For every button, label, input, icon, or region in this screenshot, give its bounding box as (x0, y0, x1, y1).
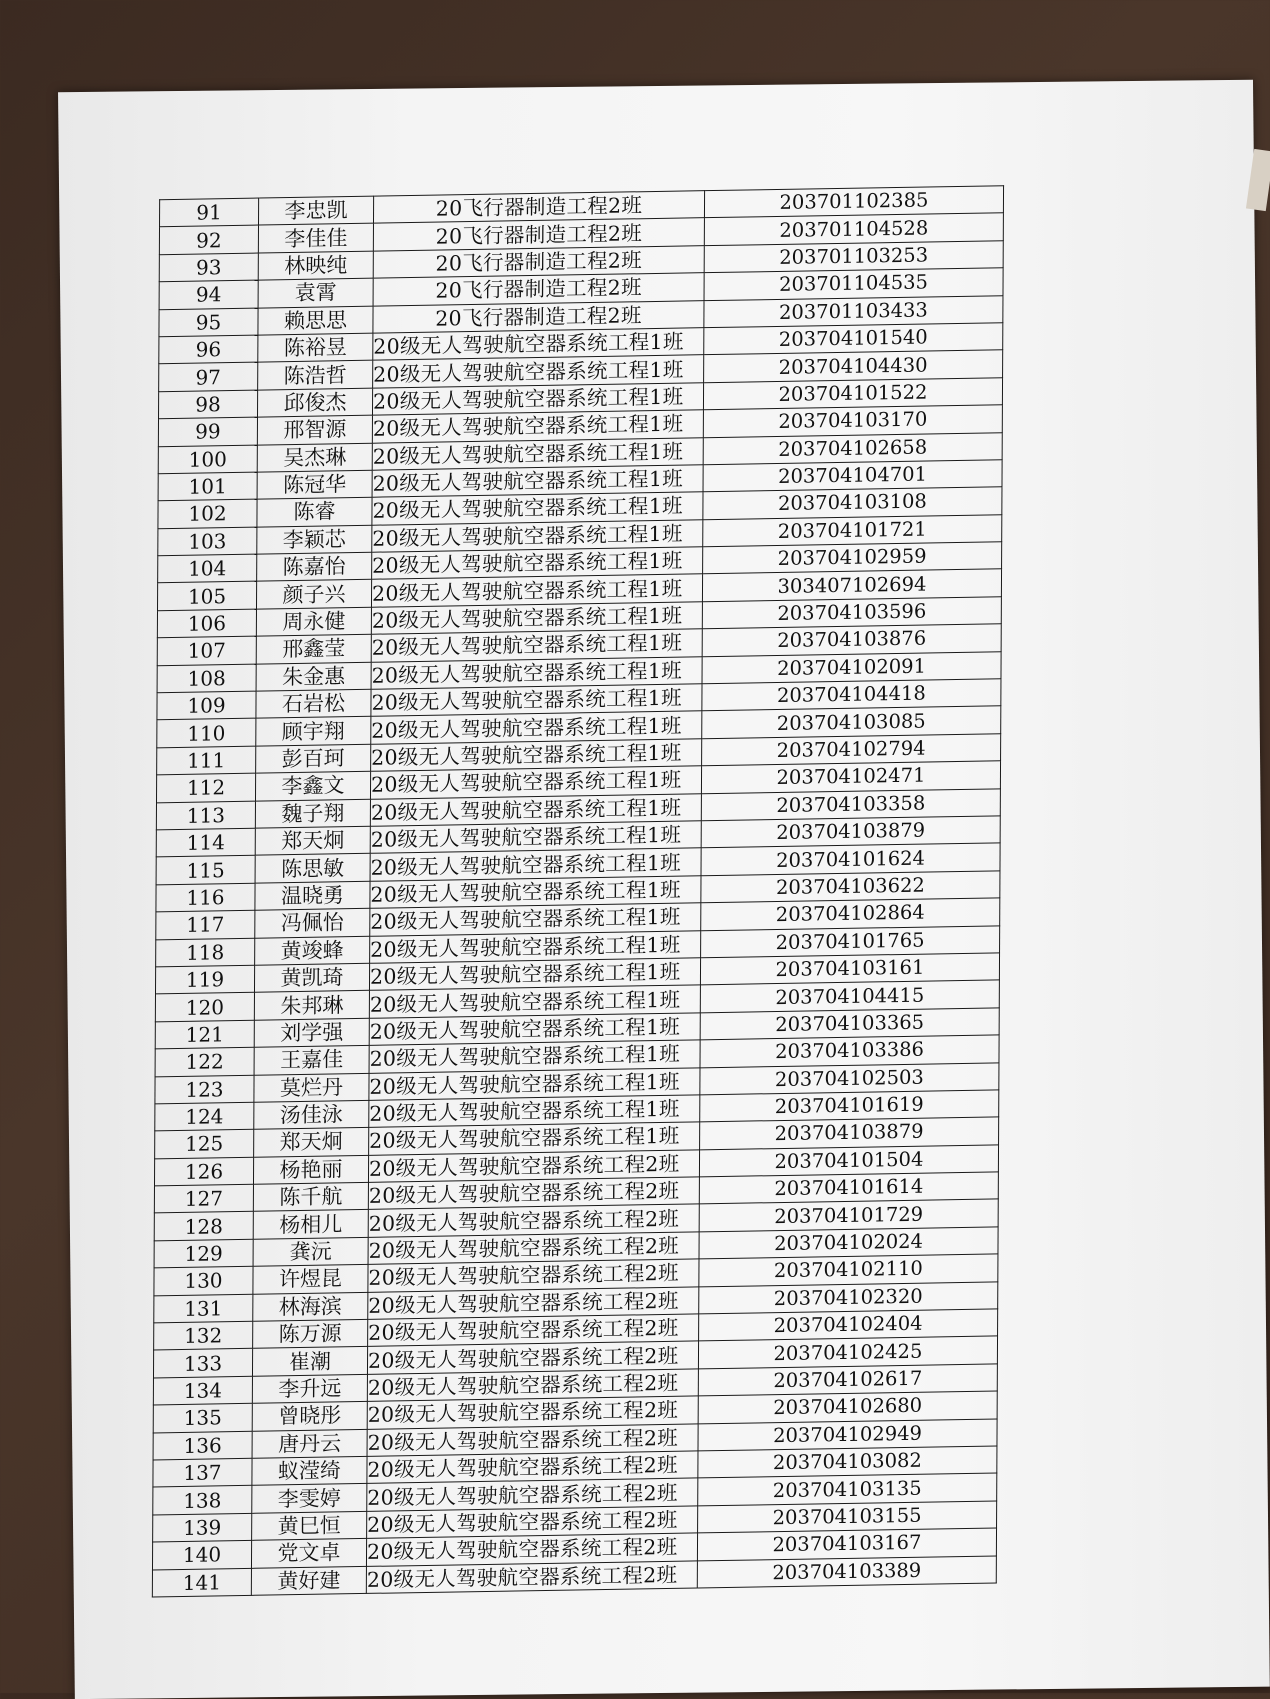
student-name: 蚁滢绮 (252, 1456, 367, 1485)
row-number: 100 (158, 445, 257, 474)
row-number: 134 (153, 1376, 252, 1405)
roster-table (152, 185, 1004, 1597)
row-number: 124 (155, 1102, 254, 1131)
row-number: 119 (155, 965, 254, 994)
class-name: 20级无人驾驶航空器系统工程1班 (370, 930, 701, 963)
student-name: 黄巳恒 (252, 1511, 367, 1540)
student-id: 203704103170 (703, 405, 1002, 437)
student-id: 203704104701 (703, 460, 1002, 492)
class-name: 20级无人驾驶航空器系统工程1班 (370, 903, 701, 936)
row-number: 133 (153, 1349, 252, 1378)
class-name: 20级无人驾驶航空器系统工程1班 (372, 437, 703, 470)
class-name: 20级无人驾驶航空器系统工程1班 (372, 519, 703, 552)
student-id: 203704103879 (700, 1117, 999, 1149)
row-number: 107 (157, 636, 256, 665)
class-name: 20级无人驾驶航空器系统工程2班 (368, 1150, 699, 1183)
student-name: 李佳佳 (258, 224, 373, 253)
row-number: 99 (158, 417, 257, 446)
student-name: 邢智源 (257, 415, 372, 444)
class-name: 20级无人驾驶航空器系统工程1班 (369, 1067, 700, 1100)
row-number: 136 (153, 1431, 252, 1460)
class-name: 20飞行器制造工程2班 (373, 191, 704, 224)
student-name: 黄凯琦 (254, 963, 369, 992)
row-number: 92 (159, 225, 258, 254)
student-name: 崔潮 (252, 1347, 367, 1376)
class-name: 20级无人驾驶航空器系统工程1班 (372, 492, 703, 525)
row-number: 98 (159, 390, 258, 419)
class-name: 20级无人驾驶航空器系统工程1班 (371, 684, 702, 717)
row-number: 105 (158, 582, 257, 611)
student-id: 203704102471 (701, 761, 1000, 793)
student-id: 203704101522 (703, 377, 1002, 409)
student-name: 周永健 (256, 607, 371, 636)
row-number: 138 (153, 1486, 252, 1515)
student-id: 203701103433 (704, 295, 1003, 327)
student-id: 203704102091 (702, 651, 1001, 683)
class-name: 20级无人驾驶航空器系统工程1班 (369, 1122, 700, 1155)
row-number: 96 (159, 335, 258, 364)
row-number: 103 (158, 527, 257, 556)
student-name: 唐丹云 (252, 1429, 367, 1458)
student-name: 颜子兴 (256, 580, 371, 609)
row-number: 93 (159, 253, 258, 282)
roster-table-wrap (152, 185, 1004, 1597)
student-name: 王嘉佳 (254, 1045, 369, 1074)
class-name: 20级无人驾驶航空器系统工程1班 (371, 711, 702, 744)
row-number: 132 (154, 1321, 253, 1350)
student-id: 203704101619 (700, 1090, 999, 1122)
student-id: 203704103135 (698, 1473, 997, 1505)
row-number: 115 (156, 856, 255, 885)
class-name: 20级无人驾驶航空器系统工程2班 (368, 1259, 699, 1292)
row-number: 118 (156, 938, 255, 967)
class-name: 20级无人驾驶航空器系统工程1班 (370, 766, 701, 799)
student-name: 邢鑫莹 (256, 634, 371, 663)
student-name: 陈冠华 (257, 470, 372, 499)
student-id: 203704103161 (700, 953, 999, 985)
student-id: 203704101721 (703, 514, 1002, 546)
class-name: 20级无人驾驶航空器系统工程1班 (369, 1040, 700, 1073)
student-name: 冯佩怡 (255, 908, 370, 937)
student-name: 陈嘉怡 (257, 552, 372, 581)
row-number: 91 (160, 198, 259, 227)
row-number: 116 (156, 883, 255, 912)
class-name: 20级无人驾驶航空器系统工程1班 (372, 547, 703, 580)
class-name: 20级无人驾驶航空器系统工程1班 (369, 958, 700, 991)
class-name: 20级无人驾驶航空器系统工程2班 (367, 1369, 698, 1402)
class-name: 20级无人驾驶航空器系统工程1班 (370, 821, 701, 854)
student-id: 203704103596 (702, 597, 1001, 629)
row-number: 104 (158, 554, 257, 583)
student-id: 203704103085 (702, 706, 1001, 738)
class-name: 20级无人驾驶航空器系统工程1班 (369, 1095, 700, 1128)
student-id: 203704104430 (704, 350, 1003, 382)
student-name: 李雯婷 (252, 1484, 367, 1513)
class-name: 20级无人驾驶航空器系统工程2班 (367, 1478, 698, 1511)
class-name: 20级无人驾驶航空器系统工程1班 (371, 602, 702, 635)
student-name: 陈万源 (253, 1319, 368, 1348)
student-id: 203704103386 (700, 1035, 999, 1067)
class-name: 20级无人驾驶航空器系统工程1班 (371, 739, 702, 772)
class-name: 20级无人驾驶航空器系统工程1班 (369, 1013, 700, 1046)
row-number: 140 (152, 1540, 251, 1569)
class-name: 20级无人驾驶航空器系统工程1班 (373, 328, 704, 361)
student-name: 李升远 (252, 1374, 367, 1403)
student-name: 赖思思 (258, 306, 373, 335)
student-name: 郑天炯 (254, 1128, 369, 1157)
class-name: 20级无人驾驶航空器系统工程2班 (368, 1314, 699, 1347)
student-name: 彭百珂 (256, 744, 371, 773)
student-name: 龚沅 (253, 1237, 368, 1266)
student-name: 林映纯 (258, 251, 373, 280)
student-id: 203704102110 (699, 1254, 998, 1286)
row-number: 141 (152, 1568, 251, 1597)
student-name: 陈睿 (257, 498, 372, 527)
student-id: 203701104535 (704, 268, 1003, 300)
class-name: 20级无人驾驶航空器系统工程1班 (370, 793, 701, 826)
student-name: 魏子翔 (255, 799, 370, 828)
row-number: 106 (157, 609, 256, 638)
student-id: 203704101540 (704, 323, 1003, 355)
row-number: 109 (157, 691, 256, 720)
row-number: 97 (159, 362, 258, 391)
class-name: 20级无人驾驶航空器系统工程1班 (372, 465, 703, 498)
row-number: 131 (154, 1294, 253, 1323)
student-name: 林海滨 (253, 1292, 368, 1321)
row-number: 135 (153, 1403, 252, 1432)
row-number: 113 (156, 801, 255, 830)
row-number: 102 (158, 499, 257, 528)
class-name: 20级无人驾驶航空器系统工程2班 (367, 1451, 698, 1484)
class-name: 20飞行器制造工程2班 (373, 300, 704, 333)
row-number: 112 (157, 773, 256, 802)
class-name: 20级无人驾驶航空器系统工程1班 (369, 985, 700, 1018)
class-name: 20级无人驾驶航空器系统工程1班 (372, 382, 703, 415)
student-id: 203704102404 (699, 1309, 998, 1341)
student-id: 203704103876 (702, 624, 1001, 656)
paper-sheet (58, 80, 1270, 1699)
student-id: 203704102680 (698, 1391, 997, 1423)
student-id: 203701102385 (704, 186, 1003, 218)
student-id: 203704102658 (703, 432, 1002, 464)
row-number: 95 (159, 308, 258, 337)
class-name: 20级无人驾驶航空器系统工程1班 (373, 355, 704, 388)
row-number: 121 (155, 1020, 254, 1049)
class-name: 20级无人驾驶航空器系统工程2班 (368, 1204, 699, 1237)
class-name: 20级无人驾驶航空器系统工程2班 (366, 1560, 697, 1593)
student-id: 203704101729 (699, 1199, 998, 1231)
student-id: 203704101504 (699, 1145, 998, 1177)
student-name: 朱邦琳 (254, 991, 369, 1020)
roster-body (152, 186, 1003, 1597)
student-id: 203701103253 (704, 240, 1003, 272)
class-name: 20级无人驾驶航空器系统工程2班 (366, 1533, 697, 1566)
row-number: 117 (156, 910, 255, 939)
student-id: 203704102024 (699, 1227, 998, 1259)
student-name: 陈思敏 (255, 854, 370, 883)
row-number: 125 (155, 1130, 254, 1159)
student-id: 203704102959 (703, 542, 1002, 574)
class-name: 20飞行器制造工程2班 (373, 218, 704, 251)
student-id: 203704102320 (699, 1282, 998, 1314)
class-name: 20级无人驾驶航空器系统工程2班 (367, 1506, 698, 1539)
student-name: 莫烂丹 (254, 1073, 369, 1102)
class-name: 20级无人驾驶航空器系统工程1班 (370, 876, 701, 909)
student-id: 203704103167 (697, 1528, 996, 1560)
student-id: 203704103365 (700, 1008, 999, 1040)
student-name: 陈浩哲 (258, 361, 373, 390)
row-number: 130 (154, 1267, 253, 1296)
student-id: 203704103108 (703, 487, 1002, 519)
student-id: 203701104528 (704, 213, 1003, 245)
class-name: 20级无人驾驶航空器系统工程1班 (372, 410, 703, 443)
student-name: 党文卓 (251, 1539, 366, 1568)
class-name: 20级无人驾驶航空器系统工程2班 (367, 1341, 698, 1374)
student-id: 203704102425 (698, 1336, 997, 1368)
student-id: 203704102503 (700, 1062, 999, 1094)
class-name: 20级无人驾驶航空器系统工程2班 (368, 1177, 699, 1210)
class-name: 20级无人驾驶航空器系统工程1班 (371, 629, 702, 662)
student-name: 陈裕昱 (258, 333, 373, 362)
class-name: 20飞行器制造工程2班 (373, 245, 704, 278)
row-number: 108 (157, 664, 256, 693)
class-name: 20级无人驾驶航空器系统工程2班 (368, 1287, 699, 1320)
row-number: 122 (155, 1047, 254, 1076)
row-number: 139 (153, 1513, 252, 1542)
student-id: 203704101765 (701, 925, 1000, 957)
student-name: 许煜昆 (253, 1265, 368, 1294)
student-name: 温晓勇 (255, 881, 370, 910)
student-name: 汤佳泳 (254, 1100, 369, 1129)
class-name: 20飞行器制造工程2班 (373, 273, 704, 306)
row-number: 128 (154, 1212, 253, 1241)
student-name: 杨相儿 (253, 1210, 368, 1239)
student-id: 203704102794 (702, 734, 1001, 766)
class-name: 20级无人驾驶航空器系统工程2班 (367, 1396, 698, 1429)
student-name: 吴杰琳 (257, 443, 372, 472)
student-name: 李颖芯 (257, 525, 372, 554)
student-id: 203704103358 (701, 788, 1000, 820)
student-id: 203704103082 (698, 1446, 997, 1478)
student-name: 黄竣蜂 (255, 936, 370, 965)
student-id: 303407102694 (702, 569, 1001, 601)
student-id: 203704102864 (701, 898, 1000, 930)
class-name: 20级无人驾驶航空器系统工程2班 (368, 1232, 699, 1265)
student-id: 203704102949 (698, 1419, 997, 1451)
student-id: 203704102617 (698, 1364, 997, 1396)
student-name: 郑天炯 (255, 826, 370, 855)
student-name: 顾宇翔 (256, 717, 371, 746)
student-name: 石岩松 (256, 689, 371, 718)
student-name: 袁霄 (258, 278, 373, 307)
row-number: 114 (156, 828, 255, 857)
student-name: 李鑫文 (255, 771, 370, 800)
row-number: 137 (153, 1458, 252, 1487)
student-id: 203704103622 (701, 871, 1000, 903)
class-name: 20级无人驾驶航空器系统工程1班 (371, 574, 702, 607)
student-id: 203704104415 (700, 980, 999, 1012)
row-number: 111 (157, 746, 256, 775)
row-number: 129 (154, 1239, 253, 1268)
student-name: 陈千航 (253, 1182, 368, 1211)
student-id: 203704103155 (698, 1501, 997, 1533)
row-number: 123 (155, 1075, 254, 1104)
student-id: 203704103389 (697, 1556, 996, 1588)
class-name: 20级无人驾驶航空器系统工程1班 (371, 656, 702, 689)
student-name: 李忠凯 (259, 196, 374, 225)
row-number: 101 (158, 472, 257, 501)
row-number: 94 (159, 280, 258, 309)
class-name: 20级无人驾驶航空器系统工程1班 (370, 848, 701, 881)
student-name: 朱金惠 (256, 662, 371, 691)
row-number: 126 (154, 1157, 253, 1186)
student-name: 黄好建 (251, 1566, 366, 1595)
row-number: 127 (154, 1184, 253, 1213)
student-id: 203704103879 (701, 816, 1000, 848)
student-name: 杨艳丽 (253, 1155, 368, 1184)
row-number: 120 (155, 993, 254, 1022)
student-name: 邱俊杰 (257, 388, 372, 417)
student-id: 203704101614 (699, 1172, 998, 1204)
row-number: 110 (157, 719, 256, 748)
student-name: 刘学强 (254, 1018, 369, 1047)
student-id: 203704104418 (702, 679, 1001, 711)
student-id: 203704101624 (701, 843, 1000, 875)
class-name: 20级无人驾驶航空器系统工程2班 (367, 1423, 698, 1456)
student-name: 曾晓彤 (252, 1402, 367, 1431)
